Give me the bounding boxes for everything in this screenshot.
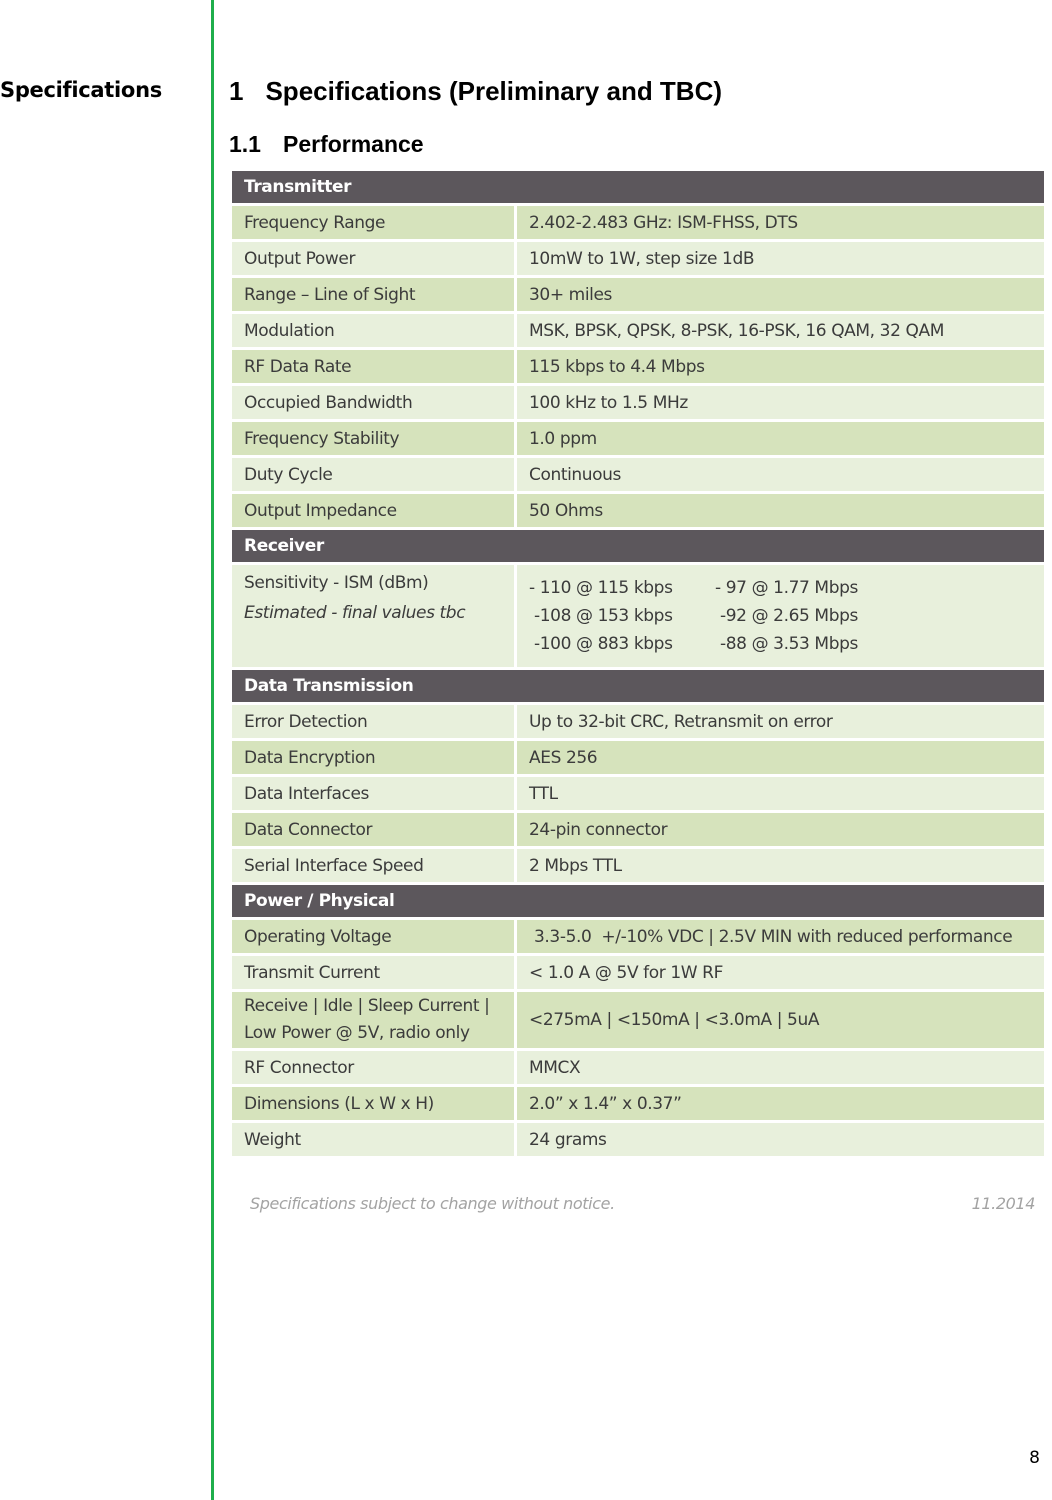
sensitivity-value: -100 @ 883 kbps: [529, 634, 673, 654]
sensitivity-value: - 110 @ 115 kbps: [529, 578, 673, 598]
section-header-data-transmission: Data Transmission: [232, 670, 1044, 702]
table-row: [232, 278, 1044, 311]
row-label: Frequency Stability: [232, 422, 514, 455]
table-row: [232, 386, 1044, 419]
row-value: 50 Ohms: [517, 494, 1044, 527]
heading-2-text: Performance: [282, 131, 424, 157]
table-row: [232, 422, 1044, 455]
row-label: Modulation: [232, 314, 514, 347]
row-label: Dimensions (L x W x H): [232, 1087, 514, 1120]
row-label: Data Connector: [232, 813, 514, 846]
row-label-line-2: Low Power @ 5V, radio only: [244, 1023, 470, 1043]
row-value: [517, 565, 1044, 667]
row-value: 3.3-5.0 +/-10% VDC | 2.5V MIN with reduced performance: [517, 920, 1044, 953]
row-label: RF Connector: [232, 1051, 514, 1084]
table-row: [232, 705, 1044, 738]
table-row-sensitivity: [232, 565, 1044, 667]
row-value: 2.402-2.483 GHz: ISM-FHSS, DTS: [517, 206, 1044, 239]
table-row: [232, 314, 1044, 347]
section-header-transmitter: Transmitter: [232, 171, 1044, 203]
row-value: Up to 32-bit CRC, Retransmit on error: [517, 705, 1044, 738]
row-label: Output Power: [232, 242, 514, 275]
table-row: [232, 242, 1044, 275]
footer-date: 11.2014: [971, 1194, 1035, 1213]
row-label: Frequency Range: [232, 206, 514, 239]
row-value: Continuous: [517, 458, 1044, 491]
row-value: 24-pin connector: [517, 813, 1044, 846]
row-value: <275mA | <150mA | <3.0mA | 5uA: [517, 992, 1044, 1048]
sensitivity-value: -92 @ 2.65 Mbps: [715, 606, 858, 626]
heading-1-text: Specifications (Preliminary and TBC): [265, 76, 723, 106]
heading-1: [229, 76, 722, 107]
row-value: AES 256: [517, 741, 1044, 774]
table-row: [232, 813, 1044, 846]
row-label: Data Interfaces: [232, 777, 514, 810]
sensitivity-grid: [529, 578, 858, 654]
row-value: 115 kbps to 4.4 Mbps: [517, 350, 1044, 383]
heading-1-number: 1: [229, 76, 244, 106]
table-row: [232, 1123, 1044, 1156]
heading-2: [229, 131, 424, 158]
row-value: 100 kHz to 1.5 MHz: [517, 386, 1044, 419]
row-label: Duty Cycle: [232, 458, 514, 491]
table-row: [232, 350, 1044, 383]
table-footer: [250, 1194, 1035, 1213]
row-label: Range – Line of Sight: [232, 278, 514, 311]
table-row: [232, 777, 1044, 810]
row-value: 2.0” x 1.4” x 0.37”: [517, 1087, 1044, 1120]
row-label: [232, 992, 514, 1048]
table-row: [232, 741, 1044, 774]
section-header-receiver: Receiver: [232, 530, 1044, 562]
table-row: [232, 1051, 1044, 1084]
row-value: 10mW to 1W, step size 1dB: [517, 242, 1044, 275]
row-value: 24 grams: [517, 1123, 1044, 1156]
table-row: [232, 206, 1044, 239]
table-row: [232, 458, 1044, 491]
margin-divider: [211, 0, 214, 1500]
table-row: [232, 1087, 1044, 1120]
row-label: Error Detection: [232, 705, 514, 738]
sensitivity-value: - 97 @ 1.77 Mbps: [715, 578, 858, 598]
row-label: [232, 565, 514, 667]
sensitivity-value: -88 @ 3.53 Mbps: [715, 634, 858, 654]
table-row: [232, 920, 1044, 953]
row-label: RF Data Rate: [232, 350, 514, 383]
row-value: 1.0 ppm: [517, 422, 1044, 455]
heading-2-number: 1.1: [229, 131, 261, 157]
table-row: [232, 992, 1044, 1048]
row-value: MMCX: [517, 1051, 1044, 1084]
spec-table: [232, 171, 1044, 1159]
sidebar-section-title: Specifications: [0, 78, 162, 102]
row-value: TTL: [517, 777, 1044, 810]
sensitivity-label: Sensitivity - ISM (dBm): [244, 573, 429, 593]
section-header-power-physical: Power / Physical: [232, 885, 1044, 917]
row-label: Weight: [232, 1123, 514, 1156]
row-value: < 1.0 A @ 5V for 1W RF: [517, 956, 1044, 989]
row-value: 2 Mbps TTL: [517, 849, 1044, 882]
row-label-line-1: Receive | Idle | Sleep Current |: [244, 996, 490, 1016]
table-row: [232, 956, 1044, 989]
row-value: MSK, BPSK, QPSK, 8-PSK, 16-PSK, 16 QAM, 32 QAM: [517, 314, 1044, 347]
footer-note: Specifications subject to change without notice.: [250, 1194, 615, 1213]
sensitivity-note: Estimated - final values tbc: [244, 603, 466, 623]
row-label: Transmit Current: [232, 956, 514, 989]
sensitivity-value: -108 @ 153 kbps: [529, 606, 673, 626]
row-label: Occupied Bandwidth: [232, 386, 514, 419]
page-number: 8: [1029, 1448, 1040, 1468]
table-row: [232, 494, 1044, 527]
row-label: Serial Interface Speed: [232, 849, 514, 882]
table-row: [232, 849, 1044, 882]
row-value: 30+ miles: [517, 278, 1044, 311]
row-label: Operating Voltage: [232, 920, 514, 953]
row-label: Output Impedance: [232, 494, 514, 527]
row-label: Data Encryption: [232, 741, 514, 774]
